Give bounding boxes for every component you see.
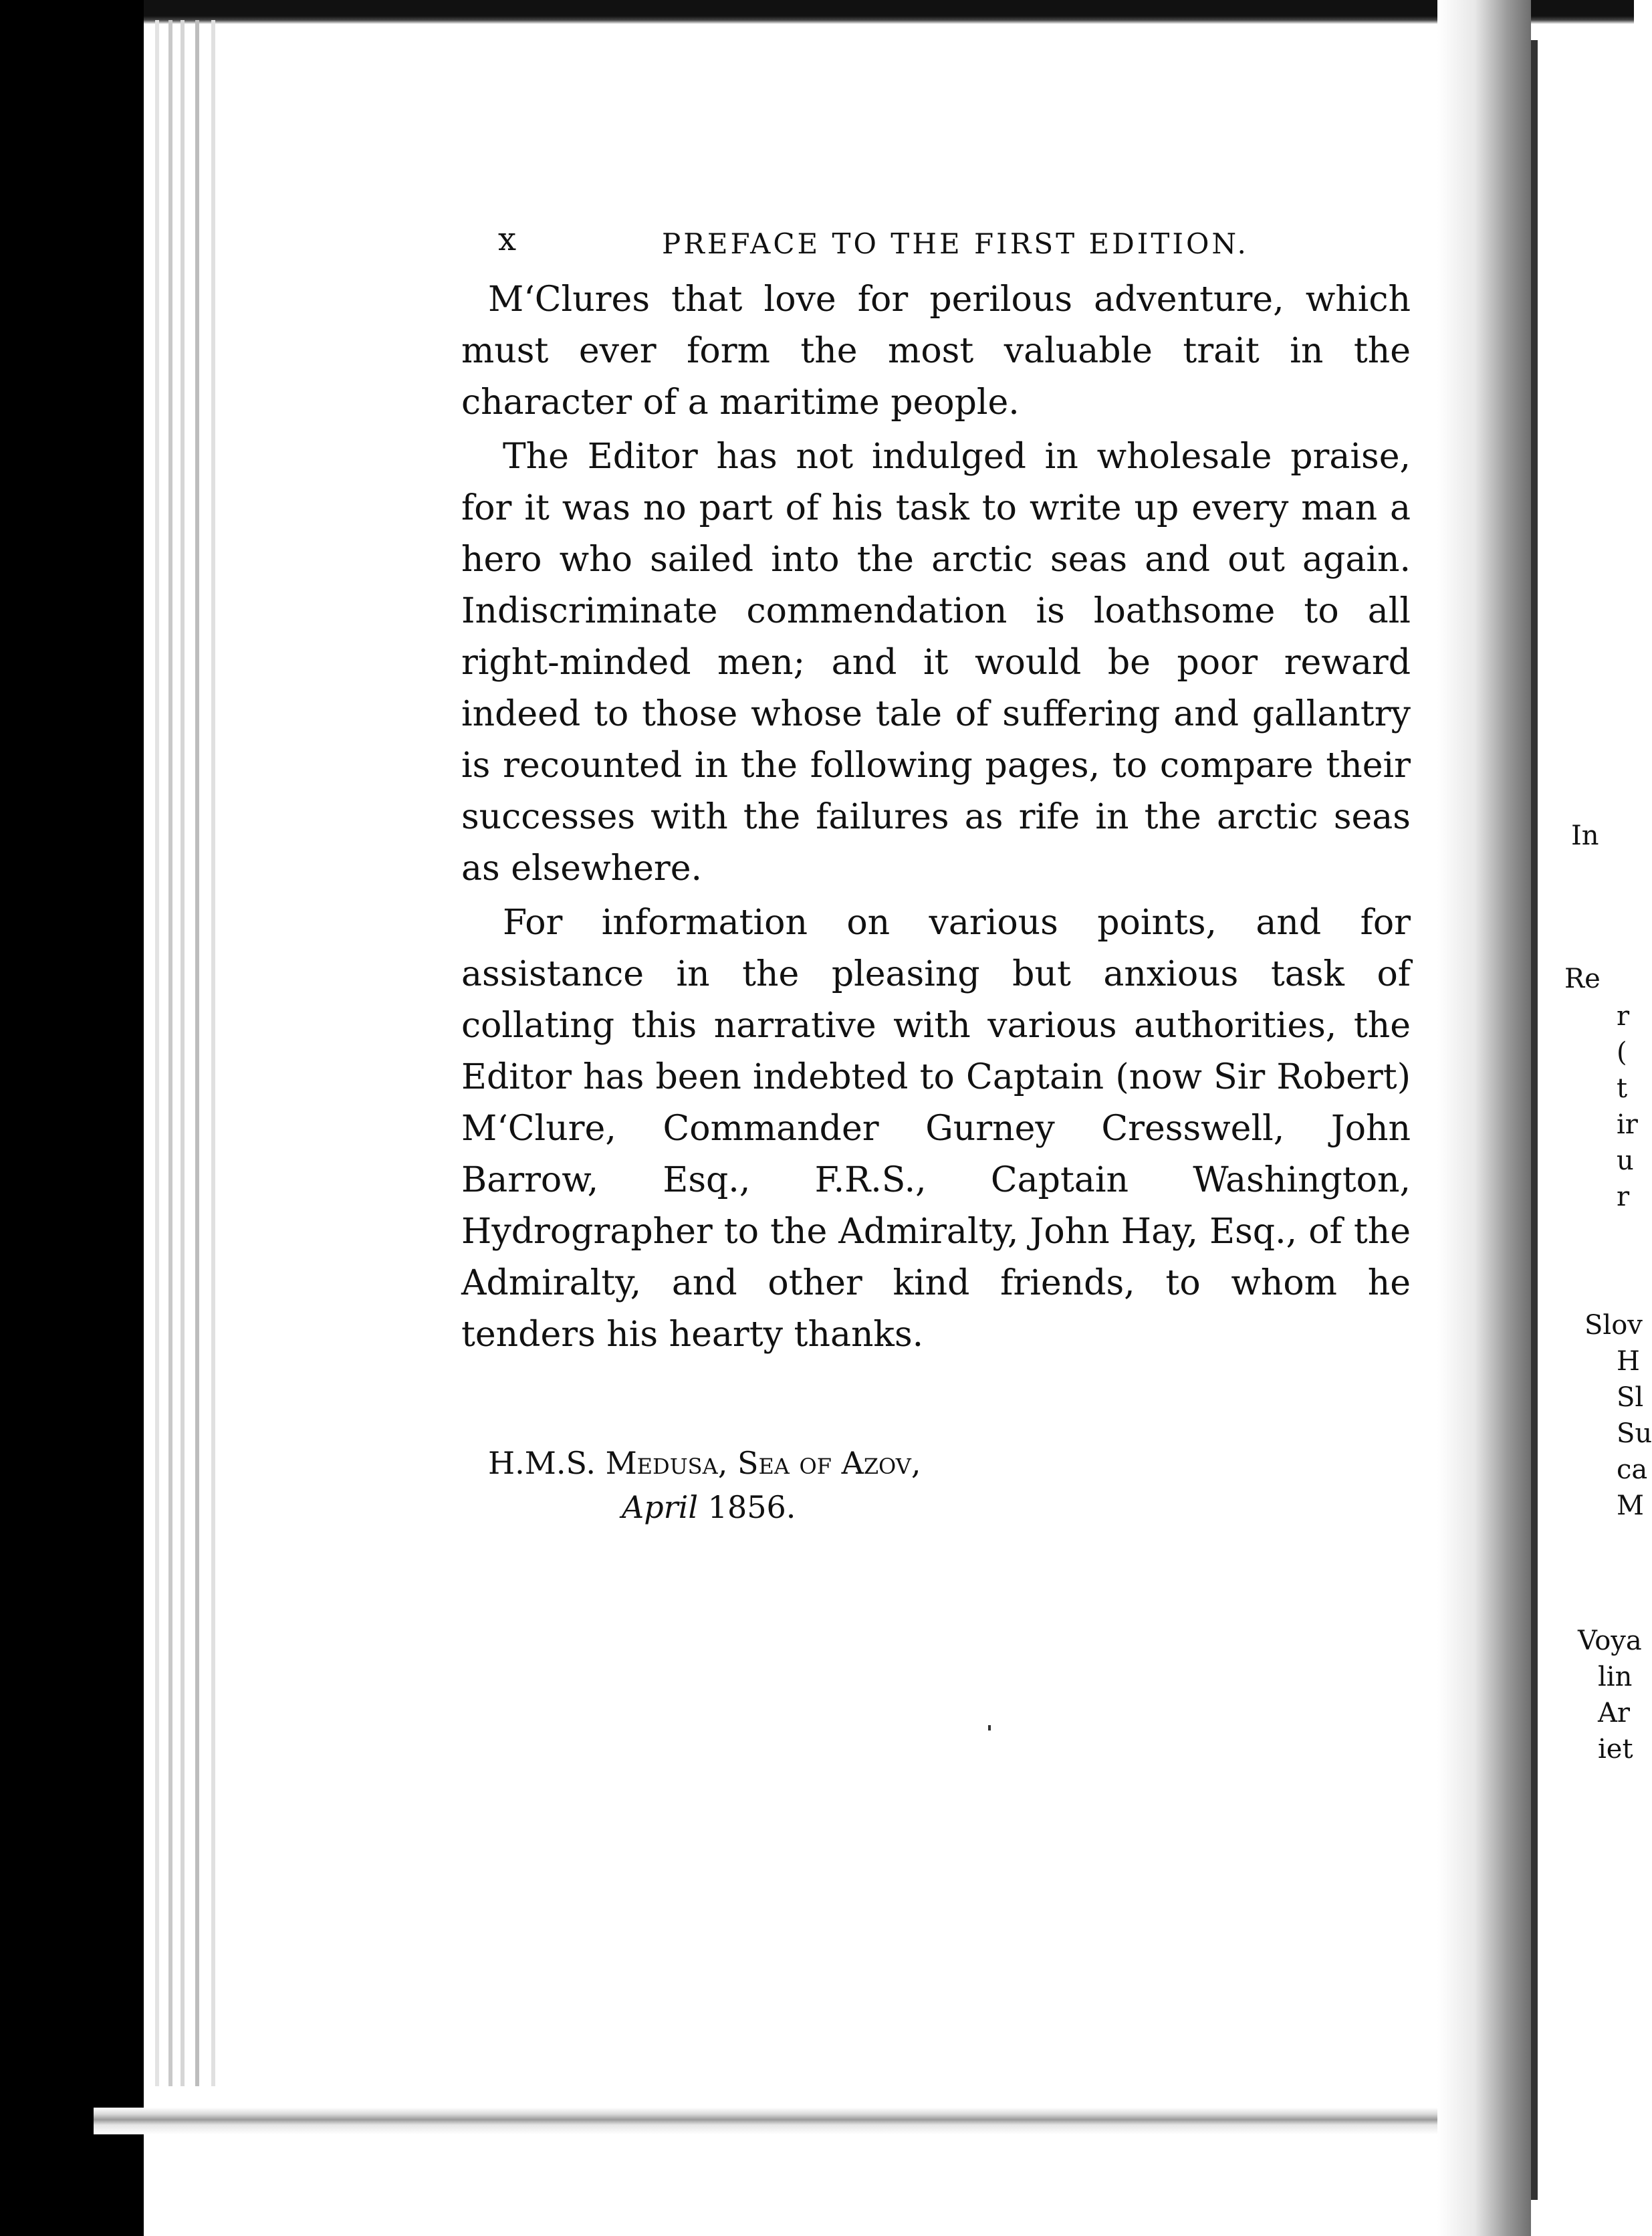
leaf-edge [181, 20, 185, 2086]
page-number: x [498, 221, 519, 258]
facing-fragment: iet [1598, 1734, 1633, 1765]
leaf-edge [195, 20, 199, 2086]
facing-fragment: Re [1564, 964, 1601, 994]
leaf-bottom-edge [94, 2108, 1444, 2134]
facing-fragment: Slov [1584, 1310, 1643, 1341]
paragraph-acknowledgements: For information on various points, and for assistance in the pleasing but anxious task of collating this narrative with various authorities, the Editor has been indebted to Captain (now Sir Robert) M‘Clure, Commander Gurney Cresswell, John Barrow, Esq., F.R.S., Captain Washington, Hydrographer to the Admiralty, John Hay, Esq., of the Admiralty, and other kind friends, to whom he tenders his hearty thanks. [461, 903, 1411, 1355]
signoff-place: H.M.S. Medusa, Sea of Azov, [488, 1445, 921, 1481]
paragraph-editor-praise: The Editor has not indulged in wholesale praise, for it was no part of his task to write up every man a hero who sailed into the arctic seas and out again. Indiscriminate commendation is loathsome to all right-minded men; and it would be poor reward indeed to those whose tale of suffering and gallantry is recounted in the following pages, to compare their successes with the failures as rife in the arctic seas as elsewhere. [461, 437, 1411, 889]
leaf-edge [155, 20, 159, 2086]
signoff [461, 1441, 1411, 1529]
facing-fragment: t [1617, 1073, 1628, 1104]
facing-fragment: u [1617, 1145, 1634, 1176]
page-body [461, 214, 1411, 1529]
facing-fragment: r [1617, 1001, 1630, 1032]
facing-fragment: H [1617, 1346, 1640, 1377]
facing-fragment: ir [1617, 1109, 1638, 1140]
facing-fragment: ( [1617, 1037, 1627, 1068]
facing-fragment: ca [1617, 1454, 1648, 1485]
scan-speck [988, 1725, 991, 1730]
scan-left-margin [0, 0, 144, 2236]
binding-gutter-shadow [1437, 0, 1531, 2236]
running-head-title: PREFACE TO THE FIRST EDITION. [662, 227, 1249, 260]
facing-page-edge [1531, 40, 1538, 2200]
facing-fragment: Su [1617, 1418, 1652, 1449]
facing-fragment: r [1617, 1182, 1630, 1212]
leaf-edge [168, 20, 172, 2086]
facing-fragment: M [1617, 1490, 1644, 1521]
signoff-date [488, 1485, 1411, 1529]
scan-top-border [0, 0, 1634, 24]
facing-fragment: Ar [1598, 1698, 1631, 1728]
facing-fragment: Voya [1578, 1626, 1642, 1656]
facing-fragment: In [1571, 820, 1599, 851]
signoff-year: 1856. [707, 1489, 796, 1525]
paragraph-continuation: M‘Clures that love for perilous adventure, which must ever form the most valuable trait in the character of a maritime people. [461, 280, 1411, 423]
leaf-edge [211, 20, 215, 2086]
signoff-month: April [622, 1489, 699, 1525]
facing-fragment: lin [1598, 1662, 1633, 1692]
running-head [461, 214, 1411, 267]
facing-fragment: Sl [1617, 1382, 1644, 1413]
